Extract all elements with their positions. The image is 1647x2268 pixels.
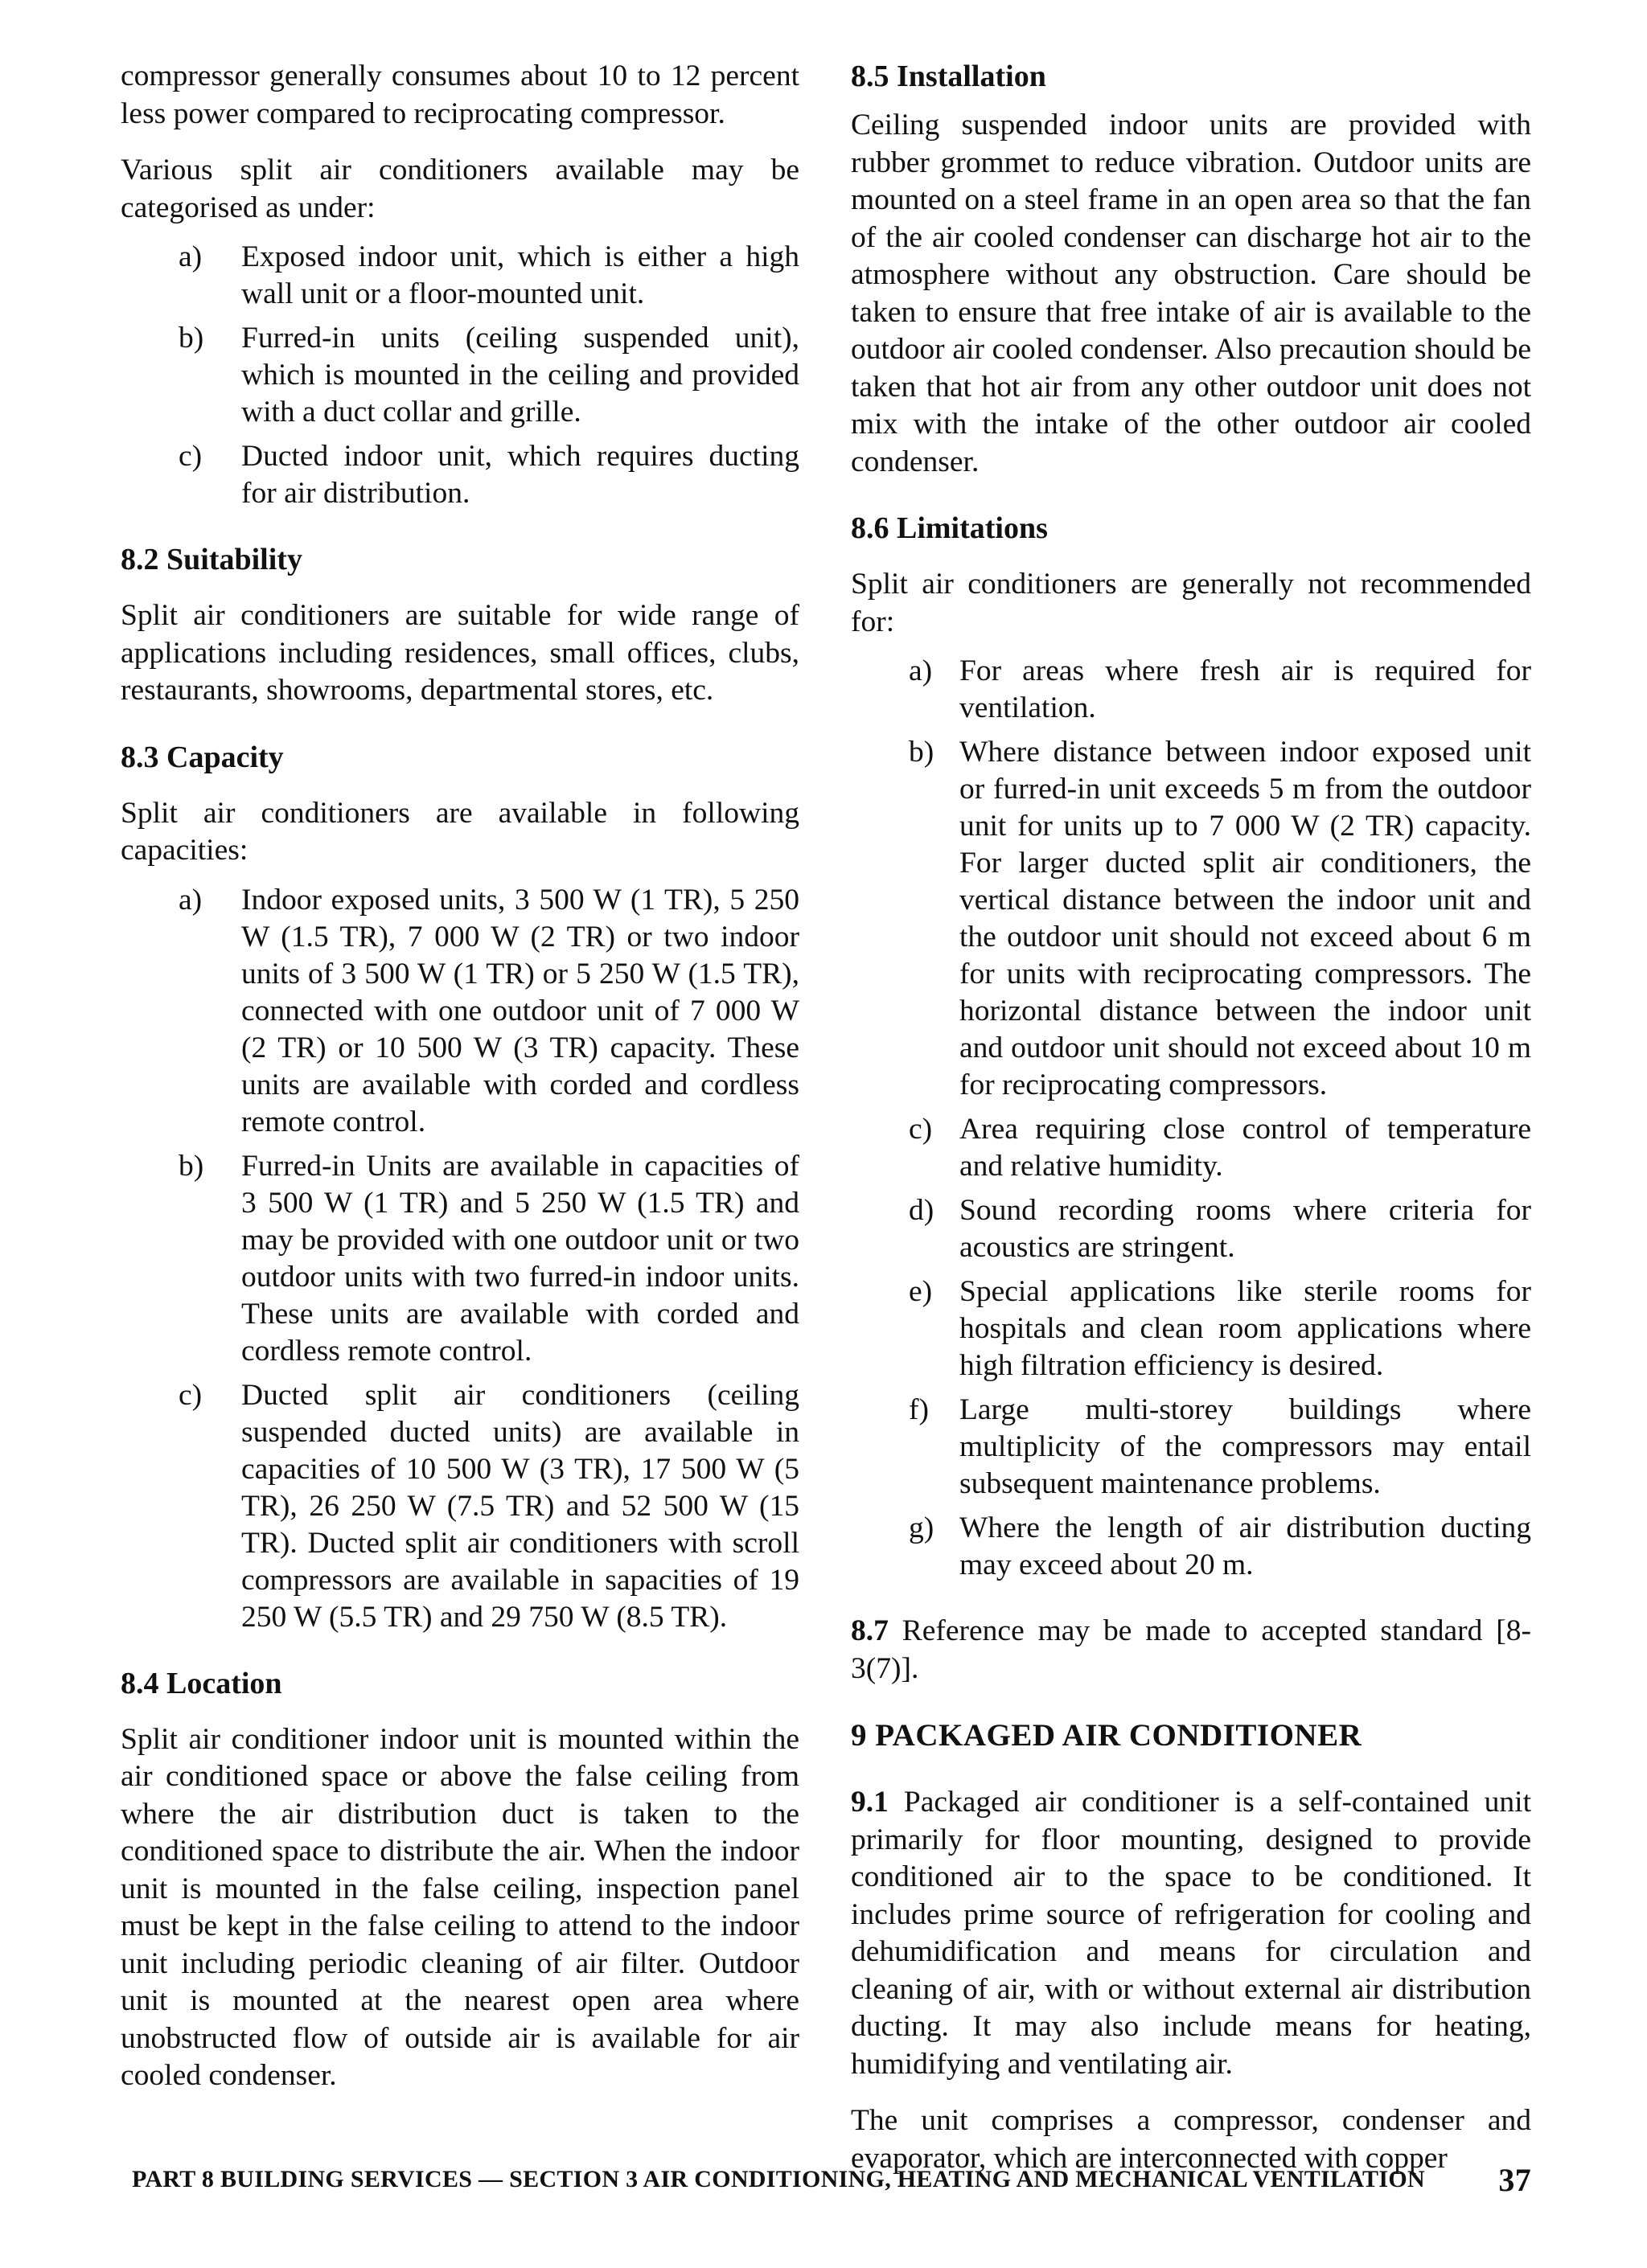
list-item-text: Area requiring close control of temperature and relative humidity.: [959, 1113, 1531, 1183]
reference-text: Reference may be made to accepted standard [8-3(7)].: [851, 1614, 1532, 1685]
section-title: Installation: [897, 59, 1046, 93]
list-item-text: Special applications like sterile rooms for hospitals and clean room applications where high filtration efficiency is desired.: [959, 1275, 1531, 1382]
list-item: [851, 1192, 1531, 1266]
list-marker: c): [909, 1113, 933, 1146]
limitations-list: [851, 653, 1531, 1584]
list-marker: a): [179, 883, 203, 917]
list-item: [121, 1148, 799, 1370]
list-item: [121, 438, 799, 512]
reference-paragraph: [851, 1613, 1531, 1688]
section-number: 9.1: [851, 1786, 889, 1819]
list-item: [851, 1111, 1531, 1185]
list-marker: a): [909, 654, 933, 687]
list-item-text: For areas where fresh air is required for ventilation.: [959, 654, 1531, 724]
list-marker: d): [909, 1194, 934, 1227]
section-heading-location: [121, 1665, 799, 1702]
list-marker: f): [909, 1393, 929, 1426]
list-item: [121, 320, 799, 431]
list-item-text: Where the length of air distribution ducting may exceed about 20 m.: [959, 1511, 1531, 1581]
section-title: Limitations: [897, 511, 1048, 545]
list-marker: b): [179, 1149, 204, 1183]
categories-intro: Various split air conditioners available may be categorised as under:: [121, 154, 799, 224]
categories-list: [121, 239, 799, 512]
list-item: [121, 239, 799, 313]
section-heading-installation: [851, 58, 1531, 95]
list-marker: c): [179, 1378, 203, 1412]
left-column: [121, 58, 799, 2095]
section-title: Capacity: [166, 740, 284, 774]
section-number: 8.4: [121, 1666, 159, 1700]
list-marker: b): [909, 736, 934, 769]
right-column: [851, 58, 1531, 2177]
suitability-paragraph: Split air conditioners are suitable for wide range of applications including residences, small offices, clubs, restaurants, showrooms, departmental stores, etc.: [121, 599, 799, 707]
section-number: 8.3: [121, 740, 159, 774]
page-number: 37: [1498, 2162, 1531, 2198]
list-marker: e): [909, 1275, 933, 1308]
running-title: PART 8 BUILDING SERVICES — SECTION 3 AIR CONDITIONING, HEATING AND MECHANICAL VENTILATION: [132, 2166, 1425, 2192]
list-item-text: Large multi-storey buildings where multiplicity of the compressors may entail subsequent maintenance problems.: [959, 1393, 1531, 1500]
list-item-text: Furred-in Units are available in capacities of 3 500 W (1 TR) and 5 250 W (1.5 TR) and may be provided with one outdoor unit or two outdoor units with two furred-in indoor units. These units are available with corded and cordless remote control.: [241, 1149, 799, 1368]
page-footer: [132, 2162, 1531, 2198]
capacities-list: [121, 882, 799, 1636]
chapter-heading-packaged-air-conditioner: 9 PACKAGED AIR CONDITIONER: [851, 1718, 1362, 1753]
list-item-text: Exposed indoor unit, which is either a high wall unit or a floor-mounted unit.: [241, 240, 799, 310]
list-marker: c): [179, 440, 203, 473]
list-marker: b): [179, 322, 204, 355]
section-number: 8.7: [851, 1614, 889, 1647]
packaged-definition-text: Packaged air conditioner is a self-contained unit primarily for floor mounting, designed to provide conditioned air to the space to be conditioned. It includes prime source of refrigeration for cooling and dehumidification and means for circulation and cleaning of air, with or without external air distribution ducting. It may also include means for heating, humidifying and ventilating air.: [851, 1786, 1532, 2081]
section-number: 8.6: [851, 511, 889, 545]
list-marker: g): [909, 1511, 934, 1544]
list-item-text: Indoor exposed units, 3 500 W (1 TR), 5 250 W (1.5 TR), 7 000 W (2 TR) or two indoor units of 3 500 W (1 TR) or 5 250 W (1.5 TR), connected with one outdoor unit of 7 000 W (2 TR) or 10 500 W (3 TR) capacity. These units are available with corded and cordless remote control.: [241, 883, 799, 1138]
list-item-text: Furred-in units (ceiling suspended unit), which is mounted in the ceiling and provided with a duct collar and grille.: [241, 322, 799, 429]
section-number: 8.2: [121, 543, 159, 576]
section-title: Location: [166, 1666, 282, 1700]
list-item: [851, 1273, 1531, 1384]
location-paragraph: Split air conditioner indoor unit is mounted within the air conditioned space or above the false ceiling from where the air distribution duct is taken to the conditioned space to distribute the air. When the indoor unit is mounted in the false ceiling, inspection panel must be kept in the false ceiling to attend to the indoor unit including periodic cleaning of air filter. Outdoor unit is mounted at the nearest open area where unobstructed flow of outside air is available for air cooled condenser.: [121, 1722, 799, 2092]
section-heading-limitations: [851, 510, 1531, 547]
list-item-text: Where distance between indoor exposed unit or furred-in unit exceeds 5 m from the outdoor unit for units up to 7 000 W (2 TR) capacity. For larger ducted split air conditioners, the vertical distance between the indoor unit and the outdoor unit should not exceed about 6 m for units with reciprocating compressors. The horizontal distance between the indoor unit and outdoor unit should not exceed about 10 m for reciprocating compressors.: [959, 736, 1531, 1101]
installation-paragraph: Ceiling suspended indoor units are provided with rubber grommet to reduce vibration. Outdoor units are mounted on a steel frame in an open area so that the fan of the air cooled condenser can discharge hot air to the atmosphere without any obstruction. Care should be taken to ensure that free intake of air is available to the outdoor air cooled condenser. Also precaution should be taken that hot air from any other outdoor unit does not mix with the intake of the other outdoor air cooled condenser.: [851, 109, 1531, 478]
list-item: [851, 1392, 1531, 1503]
capacity-intro: Split air conditioners are available in following capacities:: [121, 796, 799, 867]
section-heading-capacity: [121, 739, 799, 776]
limitations-intro: Split air conditioners are generally not recommended for:: [851, 568, 1531, 638]
list-item: [121, 1377, 799, 1636]
list-item-text: Sound recording rooms where criteria for acoustics are stringent.: [959, 1194, 1531, 1264]
unit-components-paragraph: The unit comprises a compressor, condenser and evaporator, which are interconnected with copper: [851, 2104, 1531, 2175]
list-item: [851, 653, 1531, 727]
packaged-definition-paragraph: [851, 1784, 1531, 2083]
section-heading-suitability: [121, 541, 799, 578]
section-number: 8.5: [851, 59, 889, 93]
list-item: [851, 1510, 1531, 1584]
list-item-text: Ducted indoor unit, which requires ducting for air distribution.: [241, 440, 799, 510]
intro-paragraph: compressor generally consumes about 10 to 12 percent less power compared to reciprocating compressor.: [121, 59, 799, 130]
section-title: Suitability: [166, 543, 302, 576]
list-item-text: Ducted split air conditioners (ceiling suspended ducted units) are available in capacities of 10 500 W (3 TR), 17 500 W (5 TR), 26 250 W (7.5 TR) and 52 500 W (15 TR). Ducted split air conditioners with scroll compressors are available in sapacities of 19 250 W (5.5 TR) and 29 750 W (8.5 TR).: [241, 1378, 799, 1634]
list-marker: a): [179, 240, 203, 273]
list-item: [851, 734, 1531, 1104]
list-item: [121, 882, 799, 1141]
